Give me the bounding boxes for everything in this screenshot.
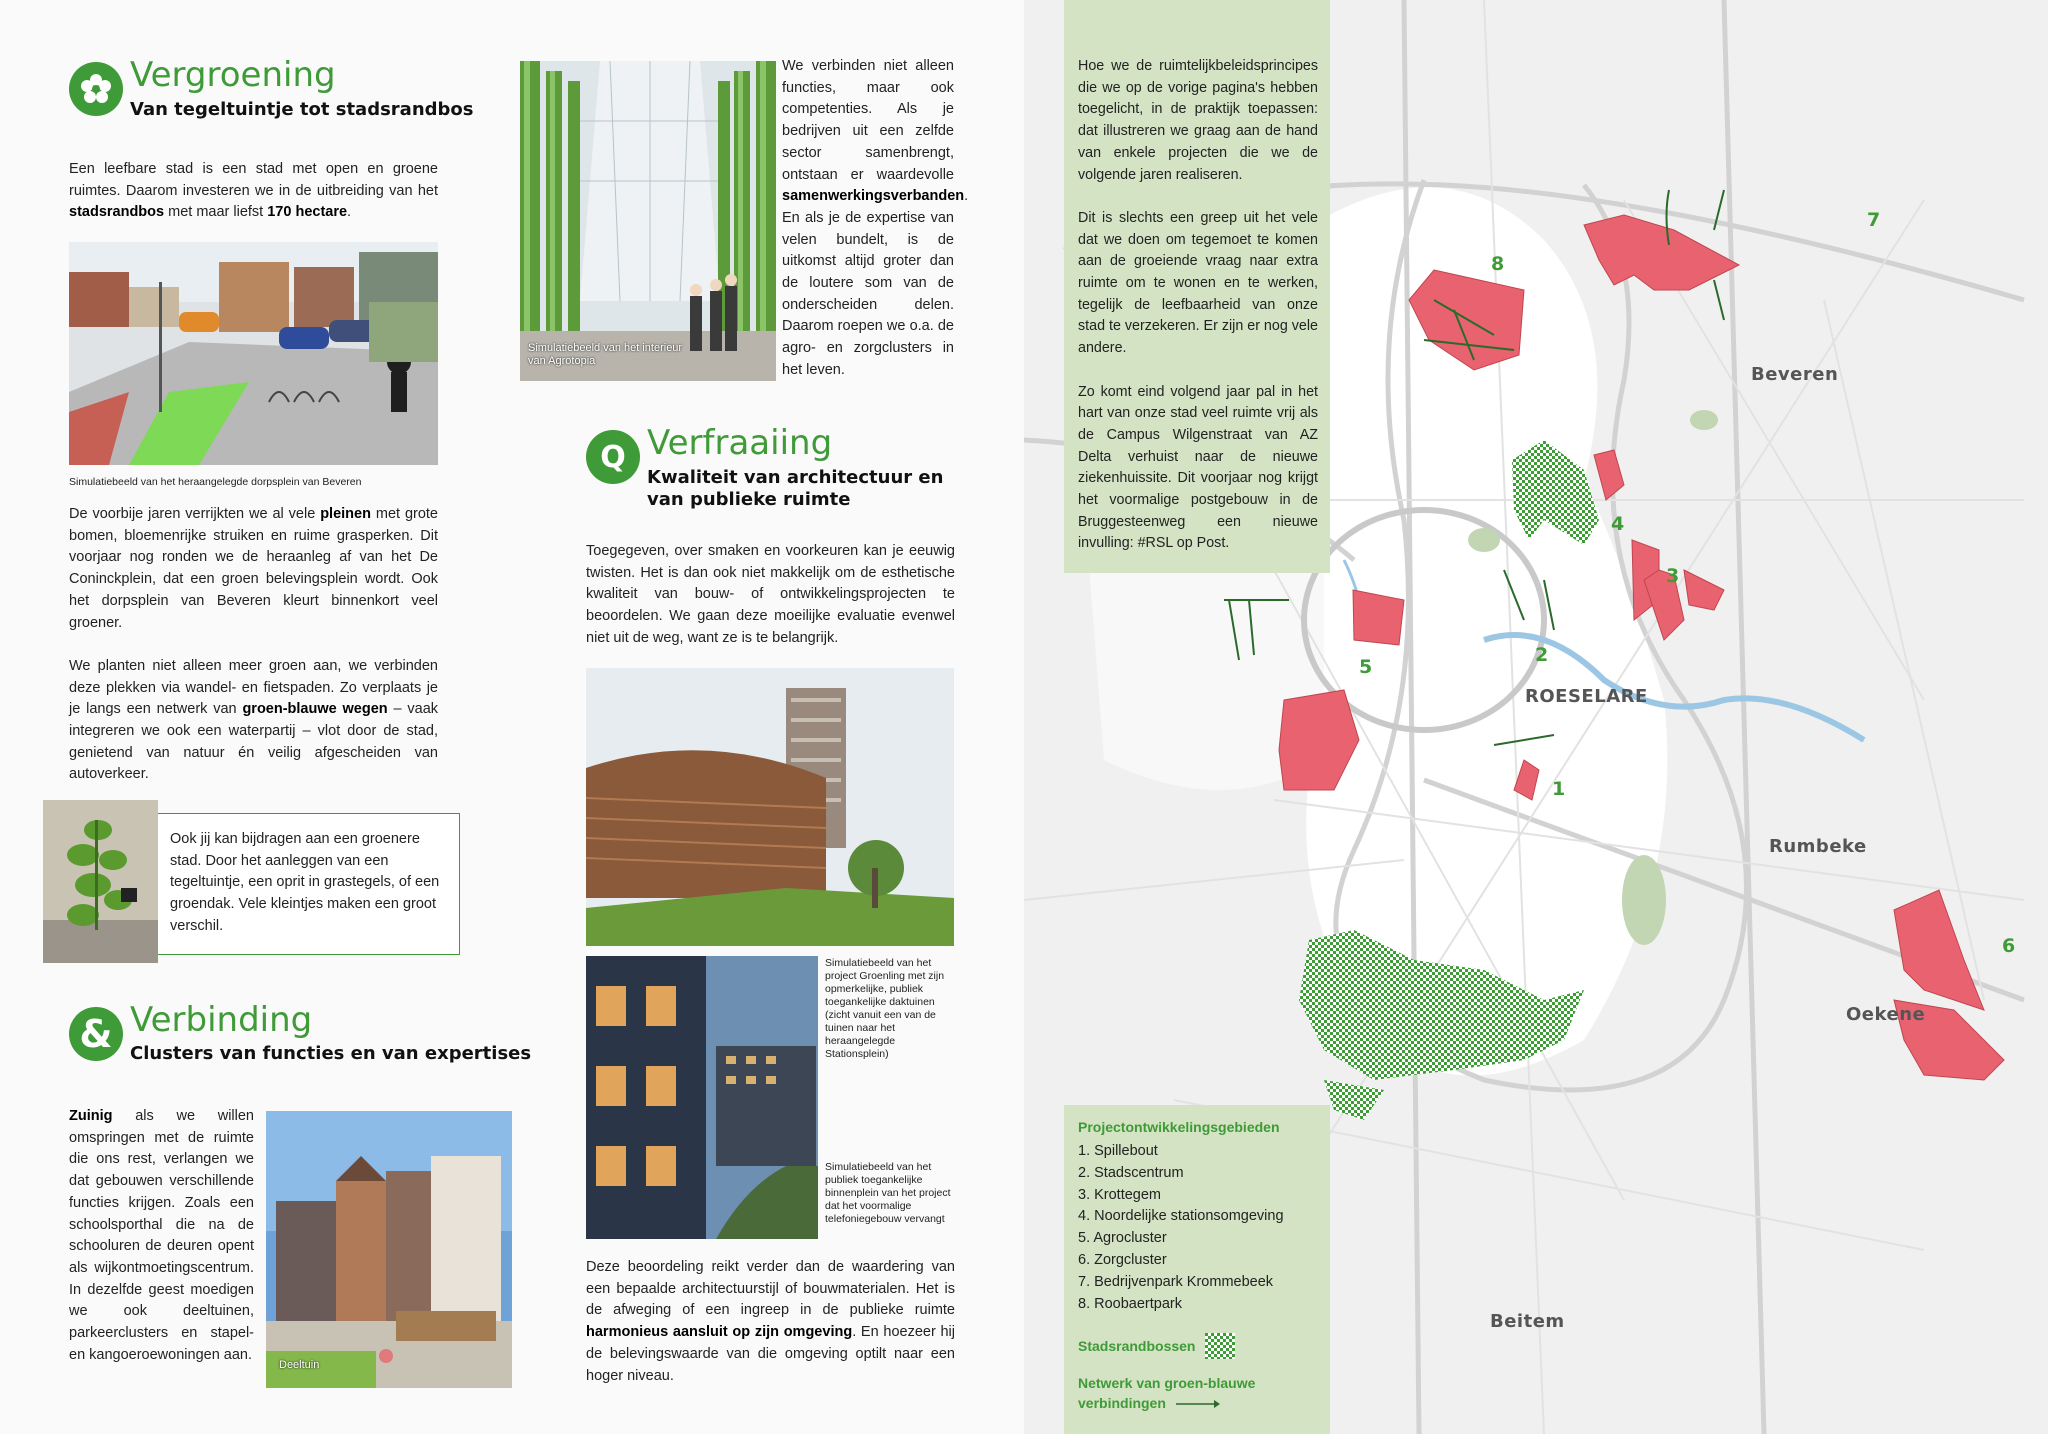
map-marker-6: 6 — [2002, 935, 2016, 957]
legend-item: 1. Spillebout — [1078, 1143, 1158, 1159]
flower-icon — [69, 62, 123, 116]
tip-text: Ook jij kan bijdragen aan een groenere stad. Door het aanleggen van een tegeltuintje, een oprit in grastegels, of een groendak. Vele kleintjes maken een groot verschil. — [170, 831, 440, 934]
verfraaiing-title: Verfraaiing — [647, 423, 833, 463]
legend-forest-label: Stadsrandbossen — [1078, 1338, 1196, 1355]
tegeltuintje-image — [43, 800, 158, 963]
legend-item: 2. Stadscentrum — [1078, 1164, 1184, 1181]
legend-item: 7. Bedrijvenpark Krommebeek — [1078, 1273, 1274, 1290]
map-marker-7: 7 — [1867, 209, 1881, 231]
legend-item: 6. Zorgcluster — [1078, 1251, 1167, 1268]
intro-panel-text: Hoe we de ruimtelijkbeleidsprincipes die we op de vorige pagina's hebben toegelicht, in de praktijk toepassen: dat illustreren we graag aan de hand van enkele projecten die we de volgende jaren realiseren. Dit is slechts een greep uit het vele dat we doen om tegemoet te komen aan de groeiende vraag naar extra ruimte om te wonen en te werken, tegelijk de leefbaarheid van onze stad te verzekeren. Er zijn er nog vele andere. Zo komt eind volgend jaar pal in het hart van onze stad veel ruimte vrij als de Campus Wilgenstraat van AZ Delta verhuist naar de nieuwe ziekenhuissite. Dit voorjaar nog krijgt het voormalige postgebouw in de Bruggesteenweg een nieuwe invulling: #RSL op Post. — [1078, 58, 1318, 552]
agrotopia-image — [520, 61, 776, 381]
legend-item: 8. Roobaertpark — [1078, 1295, 1182, 1312]
intro-panel — [1064, 0, 1330, 573]
telefoniegebouw-image — [586, 956, 818, 1239]
verfraaiing-intro: Toegegeven, over smaken en voorkeuren kan je eeuwig twisten. Het is dan ook niet makkelijk om de esthetische kwaliteit van bouw- of ontwikkelingsprojecten te beoordelen. We gaan deze moeilijke evaluatie evenwel niet uit de weg, want ze is te belangrijk. — [586, 543, 955, 646]
deeltuin-label: Deeltuin — [279, 1359, 320, 1371]
vergroening-subtitle: Van tegeltuintje tot stadsrandbos — [130, 99, 474, 120]
map-marker-4: 4 — [1611, 513, 1625, 535]
legend-item: 4. Noordelijke stationsomgeving — [1078, 1208, 1284, 1225]
groenling-image — [586, 668, 954, 946]
map-marker-1: 1 — [1552, 778, 1566, 800]
legend-projects-title: Projectontwikkelingsgebieden — [1078, 1119, 1280, 1135]
right-page — [1024, 0, 2048, 1434]
agrotopia-label: Simulatiebeeld van het interieur van Agrotopia — [528, 342, 683, 367]
q-icon: Q — [586, 430, 640, 484]
vergroening-title: Vergroening — [130, 55, 336, 95]
map-marker-2: 2 — [1535, 644, 1549, 666]
verbinding-subtitle: Clusters van functies en van expertises — [130, 1043, 532, 1064]
telefoniegebouw-caption: Simulatiebeeld van het publiek toegankelijke binnenplein van het project dat het voormalige telefoniegebouw vervangt — [825, 1161, 951, 1225]
ampersand-icon: & — [69, 1007, 123, 1061]
map-label-roeselare: ROESELARE — [1525, 686, 1648, 707]
groenling-caption: Simulatiebeeld van het project Groenling met zijn opmerkelijke, publiek toegankelijke daktuinen (zicht vanuit een van de tuinen naar het heraangelegde Stationsplein) — [825, 957, 945, 1060]
vergroening-body: De voorbije jaren verrijkten we al vele pleinen met grote bomen, bloemenrijke struiken en ruime grasperken. Dit voorjaar nog ronden we de heraanleg af van het De Coninckplein, dat een groen belevingsplein wordt. Ook het dorpsplein van Beveren kleurt binnenkort veel groener. We planten niet alleen meer groen aan, we verbinden deze plekken via wandel- en fietspaden. Zo verplaats je je langs een netwerk van groen-blauwe wegen – vaak integreren we ook een waterpartij – vlot door de stad, genietend van natuur én veilig afgescheiden van autoverkeer. — [69, 506, 439, 783]
map-label-beveren: Beveren — [1751, 364, 1839, 385]
vergroening-intro: Een leefbare stad is een stad met open en groene ruimtes. Daarom investeren we in de uitbreiding van het stadsrandbos met maar liefst 170 hectare. — [69, 161, 438, 221]
map-marker-3: 3 — [1666, 565, 1680, 587]
legend-projects-list — [1078, 1141, 1318, 1315]
legend-panel — [1064, 1105, 1330, 1434]
verfraaiing-subtitle: Kwaliteit van architectuur en van publieke ruimte — [647, 467, 944, 510]
forest-swatch-icon — [1205, 1333, 1235, 1359]
map-label-oekene: Oekene — [1846, 1004, 1926, 1025]
legend-item: 3. Krottegem — [1078, 1186, 1162, 1203]
verfraaiing-body: Deze beoordeling reikt verder dan de waardering van een bepaalde architectuurstijl of bouwmaterialen. Het is de afweging of een ingreep in de publieke ruimte harmonieus aansluit op zijn omgeving. En hoezeer hij de belevingswaarde van die omgeving optilt naar een hoger niveau. — [586, 1259, 955, 1384]
map-label-rumbeke: Rumbeke — [1769, 836, 1867, 857]
agrotopia-text: We verbinden niet alleen functies, maar ook competenties. Als je bedrijven uit een zelfde sector samenbrengt, ontstaan er waardevolle samenwerkingsverbanden. En als je de expertise van velen bundelt, is de uitkomst altijd groter dan de loutere som van de onderscheiden delen. Daarom roepen we o.a. de agro- en zorgclusters in het leven. — [782, 58, 969, 378]
map-marker-8: 8 — [1491, 253, 1505, 275]
map-marker-5: 5 — [1359, 656, 1373, 678]
dorpsplein-caption: Simulatiebeeld van het heraangelegde dorpsplein van Beveren — [69, 476, 362, 488]
verbinding-title: Verbinding — [130, 1000, 313, 1040]
dorpsplein-beveren-image — [69, 242, 438, 465]
legend-network-label: Netwerk van groen-blauwe verbindingen — [1078, 1375, 1256, 1412]
deeltuin-image — [266, 1111, 512, 1388]
arrow-right-icon — [1176, 1399, 1220, 1409]
map-label-beitem: Beitem — [1490, 1311, 1565, 1332]
verbinding-body: Zuinig als we willen omspringen met de ruimte die ons rest, verlangen we dat gebouwen verschillende functies krijgen. Zoals een schoolsporthal die na de schooluren de deuren opent als wijkontmoetingscentrum. In dezelfde geest moedigen we ook deeltuinen, parkeerclusters en stapel- en kangoeroewoningen aan. — [69, 1108, 254, 1363]
legend-item: 5. Agrocluster — [1078, 1230, 1167, 1247]
